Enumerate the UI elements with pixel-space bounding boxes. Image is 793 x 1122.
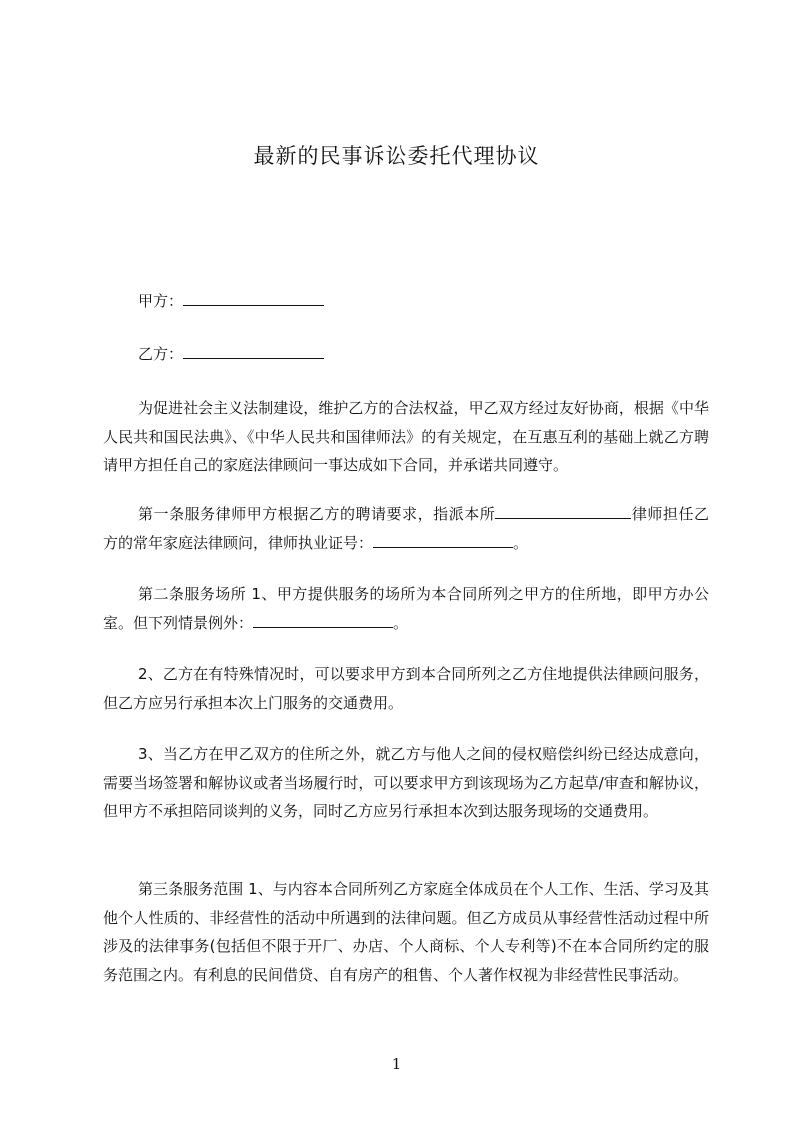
article-3-paragraph: 第三条服务范围 1、与内容本合同所列乙方家庭全体成员在个人工作、生活、学习及其他个人性质的、非经营性的活动中所遇到的法律问题。但乙方成员从事经营性活动过程中所涉及的法律事务(包括但不限于开厂、办店、个人商标、个人专利等)不在本合同所约定的服务范围之内。有利息的民间借贷、自有房产的租售、个人著作权视为非经营性民事活动。: [103, 880, 709, 984]
party-b-line: [103, 340, 709, 369]
article-2-text-a: 第二条服务场所 1、甲方提供服务的场所为本合同所列之甲方的住所地，即甲方办公室。但下列情景例外：: [103, 585, 709, 632]
clause-2-2-paragraph: 2、乙方在有特殊情况时，可以要求甲方到本合同所列之乙方住地提供法律顾问服务，但乙方应另行承担本次上门服务的交通费用。: [103, 665, 709, 712]
party-a-label: 甲方：: [138, 292, 184, 310]
party-b-label: 乙方：: [138, 345, 184, 363]
party-a-line: [103, 287, 709, 316]
party-a-blank[interactable]: [183, 289, 324, 306]
article-2-text-b: 。: [393, 613, 409, 632]
party-b-blank[interactable]: [183, 342, 324, 359]
article-1-paragraph: [103, 500, 709, 557]
article-1-text-a: 第一条服务律师甲方根据乙方的聘请要求，指派本所: [138, 505, 496, 523]
document-title: 最新的民事诉讼委托代理协议: [253, 144, 540, 168]
intro-paragraph: 为促进社会主义法制建设，维护乙方的合法权益，甲乙双方经过友好协商，根据《中华人民共和国民法典》、《中华人民共和国律师法》的有关规定，在互惠互利的基础上就乙方聘请甲方担任自己的家庭法律顾问一事达成如下合同，并承诺共同遵守。: [103, 399, 709, 474]
page-number: 1: [391, 1055, 402, 1073]
assigned-firm-blank[interactable]: [495, 502, 631, 519]
clause-2-3-paragraph: 3、当乙方在甲乙双方的住所之外，就乙方与他人之间的侵权赔偿纠纷已经达成意向，需要当场签署和解协议或者当场履行时，可以要求甲方到该现场为乙方起草/审查和解协议，但甲方不承担陪同谈判的义务，同时乙方应另行承担本次到达服务现场的交通费用。: [103, 745, 709, 820]
exception-blank[interactable]: [253, 611, 393, 628]
article-1-text-c: 。: [513, 533, 529, 552]
article-1-text-b: 律师担任乙方的常年家庭法律顾问，律师执业证号：: [103, 505, 709, 552]
article-2-paragraph: [103, 580, 709, 637]
license-number-blank[interactable]: [373, 531, 513, 548]
